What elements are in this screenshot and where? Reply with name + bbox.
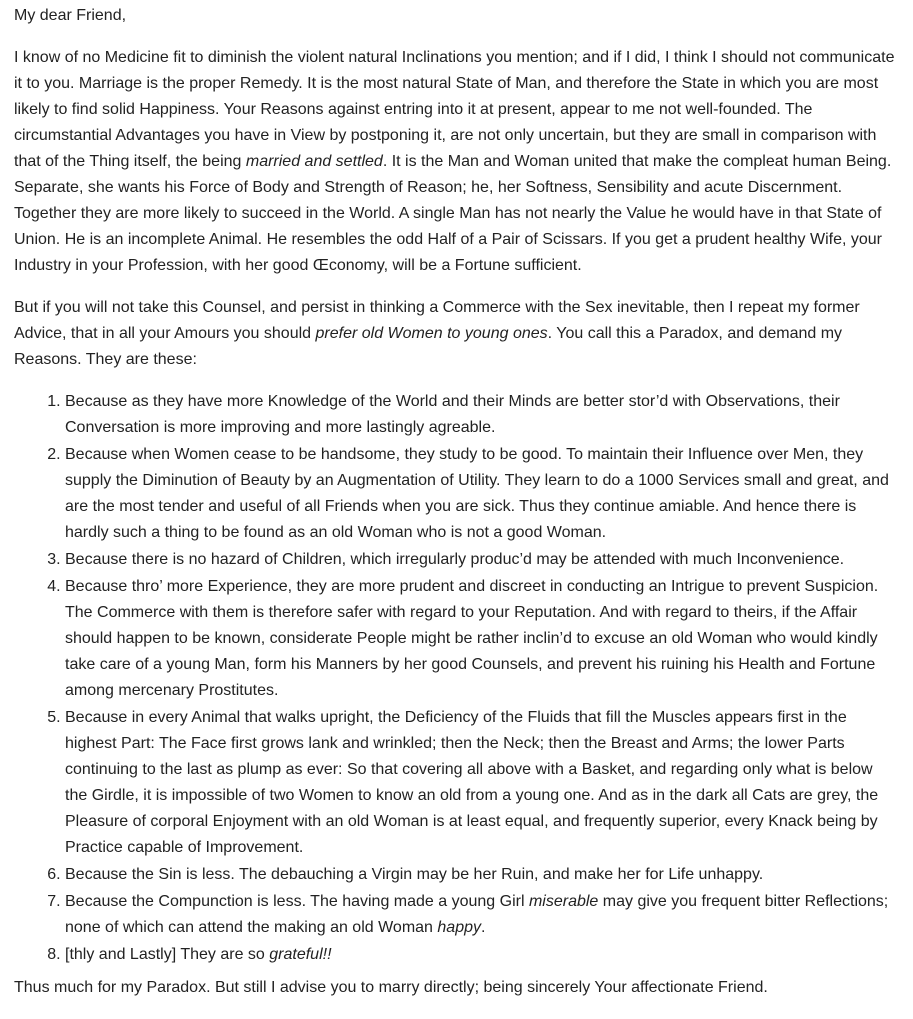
text-run: . It is the Man and Woman united that make the compleat human Being. Separate, she wants his Force of Body and Strength of Reason; he, her Softness, Sensibility and acute Discernment. Together they are more likely to succeed in the World. A single Man has not nearly the Value he would have in that State of Union. He is an incomplete Animal. He resembles the odd Half of a Pair of Scissars. If you get a prudent healthy Wife, your Industry in your Profession, with her good Œconomy, will be a Fortune sufficient.: [14, 153, 892, 274]
list-item-reason-2: [65, 442, 899, 546]
text-run: Because in every Animal that walks upright, the Deficiency of the Fluids that fill the Muscles appears first in the highest Part: The Face first grows lank and wrinkled; then the Neck; then the Breast and Arms; the lower Parts continuing to the last as plump as ever: So that covering all above with a Basket, and regarding only what is below the Girdle, it is impossible of two Women to know an old from a young one. And as in the dark all Cats are grey, the Pleasure of corporal Enjoyment with an old Woman is at least equal, and frequently superior, every Knack being by Practice capable of Improvement.: [65, 709, 879, 856]
emphasized-text: happy: [437, 919, 481, 936]
emphasized-text: grateful!!: [269, 946, 332, 963]
text-run: .: [480, 919, 486, 936]
emphasized-text: miserable: [528, 893, 599, 910]
text-run: [thly and Lastly] They are so: [65, 946, 270, 963]
closing-paragraph: Thus much for my Paradox. But still I advise you to marry directly; being sincerely Your affectionate Friend.: [14, 979, 768, 996]
list-item-reason-8: [65, 942, 899, 968]
text-run: Because the Sin is less. The debauching a Virgin may be her Ruin, and make her for Life unhappy.: [65, 866, 764, 883]
text-run: Because there is no hazard of Children, which irregularly produc’d may be attended with much Inconvenience.: [65, 551, 845, 568]
letter-body: [0, 3, 913, 1001]
text-run: Because when Women cease to be handsome, they study to be good. To maintain their Influence over Men, they supply the Diminution of Beauty by an Augmentation of Utility. They learn to do a 1000 Services small and great, and are the most tender and useful of all Friends when you are sick. Thus they continue amiable. And hence there is hardly such a thing to be found as an old Woman who is not a good Woman.: [65, 446, 889, 541]
list-item-reason-3: [65, 547, 899, 573]
text-run: Because as they have more Knowledge of the World and their Minds are better stor’d with Observations, their Conversation is more improving and more lastingly agreable.: [65, 393, 840, 436]
text-run: But if you will not take this Counsel, and persist in thinking a Commerce with the Sex inevitable, then I repeat my former Advice, that in all your Amours you should: [14, 299, 860, 342]
paragraph-paradox-intro: [14, 295, 899, 373]
list-item-reason-1: [65, 389, 899, 441]
list-item-reason-4: [65, 574, 899, 704]
text-run: Because the Compunction is less. The having made a young Girl: [65, 893, 529, 910]
salutation: My dear Friend,: [14, 7, 127, 24]
text-run: Because thro’ more Experience, they are more prudent and discreet in conducting an Intrigue to prevent Suspicion. The Commerce with them is therefore safer with regard to your Reputation. And with regard to theirs, if the Affair should happen to be known, considerate People might be rather inclin’d to excuse an old Woman who would kindly take care of a young Man, form his Manners by her good Counsels, and prevent his ruining his Health and Fortune among mercenary Prostitutes.: [65, 578, 879, 699]
list-item-reason-7: [65, 889, 899, 941]
emphasized-text: prefer old Women to young ones: [315, 325, 548, 342]
text-run: I know of no Medicine fit to diminish the violent natural Inclinations you mention; and if I did, I think I should not communicate it to you. Marriage is the proper Remedy. It is the most natural State of Man, and therefore the State in which you are most likely to find solid Happiness. Your Reasons against entring into it at present, appear to me not well-founded. The circumstantial Advantages you have in View by postponing it, are not only uncertain, but they are small in comparison with that of the Thing itself, the being: [14, 49, 895, 170]
list-item-reason-5: [65, 705, 899, 861]
paragraph-marriage-advice: [14, 45, 899, 279]
reasons-list: [14, 389, 899, 968]
list-item-reason-6: [65, 862, 899, 888]
text-run: may give you frequent bitter Reflections; none of which can attend the making an old Woman: [65, 893, 889, 936]
emphasized-text: married and settled: [245, 153, 383, 170]
text-run: . You call this a Paradox, and demand my Reasons. They are these:: [14, 325, 843, 368]
